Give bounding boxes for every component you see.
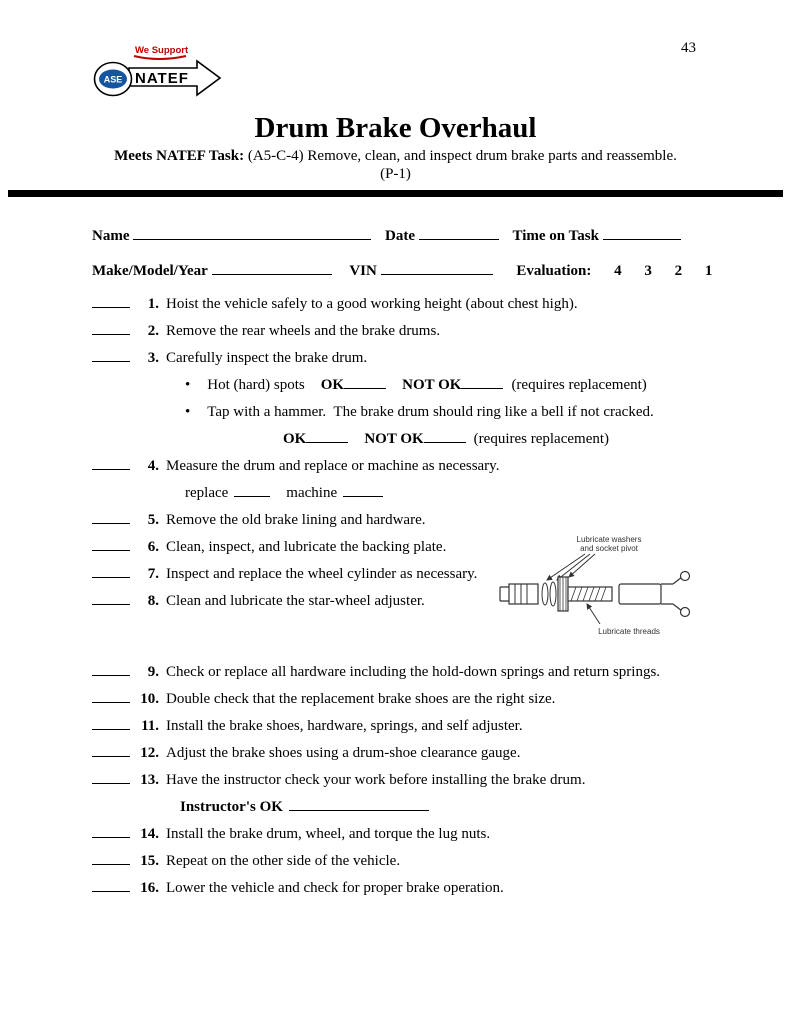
item-number: 7. [147,566,159,582]
item-text: Remove the rear wheels and the brake drums. [166,323,441,339]
checklist-item-13 [92,771,761,790]
date-label: Date [385,228,415,244]
natef-logo [93,42,225,104]
ok-label: OK [320,377,345,393]
task-text: (A5-C-4) Remove, clean, and inspect drum brake parts and reassemble. [247,148,677,164]
name-label: Name [92,228,130,244]
item-text: Repeat on the other side of the vehicle. [166,853,401,869]
machine-label: machine [286,485,338,501]
vin-label: VIN [349,263,377,279]
sub-replace-machine [185,484,761,503]
checklist-item-10 [92,690,761,709]
item-number: 12. [140,745,159,761]
checklist-item-9 [92,663,761,682]
evaluation-value-3: 3 [644,263,652,279]
check-blank [92,852,130,865]
priority-code: (P-1) [380,166,411,182]
vin-blank [381,262,493,275]
item-text: Hoist the vehicle safely to a good working height (about chest high). [166,296,578,312]
name-row [92,227,751,245]
checklist-item-11 [92,717,761,736]
item-text: Clean and lubricate the star-wheel adjuster. [166,593,425,609]
requires-replacement-note: (requires replacement) [511,377,647,393]
checklist-item-12 [92,744,761,763]
logo-ase-text: ASE [103,74,123,85]
divider-bar [8,190,783,197]
evaluation-value-4: 4 [614,263,622,279]
item-text: Measure the drum and replace or machine as necessary. [166,458,500,474]
make-model-year-label: Make/Model/Year [92,263,208,279]
checklist-item-4 [92,457,761,476]
replace-blank [234,484,270,497]
item-text: Lower the vehicle and check for proper brake operation. [166,880,504,896]
item-number: 8. [147,593,159,609]
check-blank [92,771,130,784]
check-blank [92,565,130,578]
checklist-item-14 [92,825,761,844]
requires-replacement-note: (requires replacement) [473,431,610,447]
time-on-task-label: Time on Task [512,228,599,244]
item-number: 13. [140,772,159,788]
logo-natef-text: NATEF [135,70,189,87]
item-number: 16. [140,880,159,896]
item-text: Install the brake drum, wheel, and torque the lug nuts. [166,826,491,842]
item-number: 14. [140,826,159,842]
diagram-label-top-2: and socket pivot [580,544,638,553]
item-number: 9. [147,664,159,680]
not-ok-label: NOT OK [364,431,424,447]
item-text: Clean, inspect, and lubricate the backing plate. [166,539,447,555]
item-number: 4. [147,458,159,474]
sub-instructor-ok [180,798,761,817]
not-ok-blank [424,430,466,443]
natef-key-icon [93,42,225,104]
machine-blank [343,484,383,497]
check-blank [92,690,130,703]
check-blank [92,717,130,730]
ok-blank [344,376,386,389]
checklist-item-3 [92,349,761,368]
check-blank [92,349,130,362]
check-blank [92,538,130,551]
bullet-text: Tap with a hammer. The brake drum should ring like a bell if not cracked. [207,404,654,420]
sub-bullet-hot-spots [185,376,761,395]
diagram-label-bottom: Lubricate threads [598,627,660,636]
item-text: Inspect and replace the wheel cylinder as necessary. [166,566,478,582]
check-blank [92,825,130,838]
item-text: Double check that the replacement brake shoes are the right size. [166,691,556,707]
item-text: Carefully inspect the brake drum. [166,350,368,366]
checklist-item-1 [92,295,761,314]
vehicle-row [92,262,751,280]
checklist-item-5 [92,511,761,530]
sub-ok-line [283,430,761,449]
checklist-item-15 [92,852,761,871]
bullet-text: Hot (hard) spots [207,377,305,393]
evaluation-value-2: 2 [674,263,683,279]
item-number: 15. [140,853,159,869]
diagram-label-top-1: Lubricate washers [576,535,642,544]
item-number: 1. [147,296,159,312]
info-section [92,227,751,280]
adjuster-diagram [497,532,715,642]
evaluation-value-1: 1 [704,263,713,279]
item-text: Check or replace all hardware including the hold-down springs and return springs. [166,664,661,680]
evaluation-label: Evaluation: [516,263,592,279]
make-model-year-blank [212,262,332,275]
time-on-task-blank [603,227,681,240]
check-blank [92,663,130,676]
item-number: 2. [147,323,159,339]
page-title: Drum Brake Overhaul [254,112,537,144]
replace-label: replace [185,485,229,501]
check-blank [92,457,130,470]
task-label: Meets NATEF Task: [114,148,245,164]
logo-we-support-text: We Support [135,45,189,56]
not-ok-blank [461,376,503,389]
check-blank [92,295,130,308]
item-number: 6. [147,539,159,555]
date-blank [419,227,499,240]
item-text: Have the instructor check your work before installing the brake drum. [166,772,586,788]
logo-swoosh [134,56,186,59]
check-blank [92,322,130,335]
checklist-item-16 [92,879,761,898]
star-wheel-adjuster-illustration [497,532,715,642]
item-text: Remove the old brake lining and hardware. [166,512,426,528]
item-text: Install the brake shoes, hardware, springs, and self adjuster. [166,718,523,734]
instructor-ok-blank [289,798,429,811]
sub-bullet-tap-hammer [185,403,761,422]
item-number: 10. [140,691,159,707]
page-number: 43 [681,40,696,56]
check-blank [92,511,130,524]
ok-label: OK [283,431,307,447]
name-blank [133,227,371,240]
check-blank [92,744,130,757]
check-blank [92,592,130,605]
ok-blank [306,430,348,443]
item-number: 11. [141,718,159,734]
checklist-item-2 [92,322,761,341]
not-ok-label: NOT OK [402,377,462,393]
item-text: Adjust the brake shoes using a drum-shoe clearance gauge. [166,745,521,761]
instructor-ok-label: Instructor's OK [180,799,283,815]
item-number: 5. [147,512,159,528]
task-line [0,148,791,165]
check-blank [92,879,130,892]
item-number: 3. [147,350,159,366]
